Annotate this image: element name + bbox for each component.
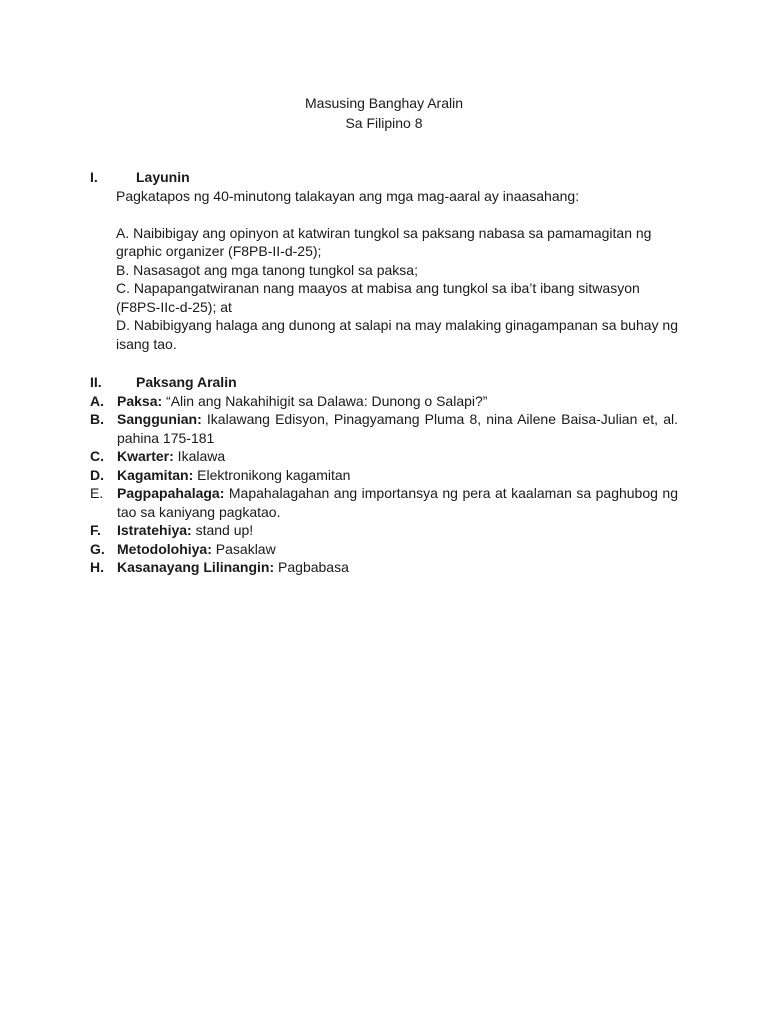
item-label: Kasanayang Lilinangin:	[117, 559, 275, 575]
document-subtitle: Sa Filipino 8	[345, 115, 423, 131]
item-value: Ikalawa	[173, 448, 226, 464]
item-value: Pagbabasa	[274, 559, 349, 575]
list-letter: D.	[90, 466, 104, 483]
objective-d: D. Nabibigyang halaga ang dunong at salapi na may malaking ginagampanan sa buhay ng isang tao.	[116, 317, 678, 352]
item-label: Kagamitan:	[117, 466, 194, 483]
section-number: II.	[90, 374, 102, 390]
list-letter: A.	[90, 392, 104, 409]
section-heading	[90, 168, 678, 187]
item-label: Sanggunian:	[117, 411, 202, 427]
item-value: Mapahalagahan ang importansya ng pera at kaalaman sa paghubog ng tao sa kaniyang pagkatao.	[117, 485, 678, 520]
section-paksang-aralin	[90, 373, 678, 577]
objective-a: A. Naibibigay ang opinyon at katwiran tungkol sa paksang nabasa sa pamamagitan ng graphic organizer (F8PB-II-d-25);	[116, 224, 652, 259]
section-number: I.	[90, 169, 98, 185]
item-label: Pagpapahalaga:	[117, 485, 225, 501]
item-label: Istratehiya:	[117, 522, 192, 538]
list-letter: F.	[90, 522, 101, 538]
section-layunin	[90, 168, 678, 353]
document-title: Masusing Banghay Aralin	[305, 95, 463, 111]
objective-c: C. Napapangatwiranan nang maayos at mabisa ang tungkol sa iba’t ibang sitwasyon (F8PS-IIc-d-25); at	[116, 280, 640, 315]
list-item-metodolohiya	[90, 540, 678, 559]
item-label: Metodolohiya:	[117, 540, 212, 557]
item-value: Pasaklaw	[211, 540, 276, 557]
item-value: Elektronikong kagamitan	[193, 466, 351, 483]
list-letter: H.	[90, 559, 104, 575]
list-item-kasanayan	[90, 558, 678, 577]
list-item-pagpapahalaga	[90, 484, 678, 521]
item-label: Paksa:	[117, 392, 163, 409]
item-value: Ikalawang Edisyon, Pinagyamang Pluma 8, nina Ailene Baisa-Julian et, al. pahina 175-181	[117, 411, 678, 446]
list-letter: E.	[90, 485, 104, 501]
list-item-kwarter	[90, 447, 678, 466]
section-title: Layunin	[136, 169, 190, 185]
list-letter: G.	[90, 540, 105, 557]
item-label: Kwarter:	[117, 448, 174, 464]
list-item-sanggunian	[90, 410, 678, 447]
list-letter: C.	[90, 448, 104, 464]
section-heading	[90, 373, 678, 392]
item-value: “Alin ang Nakahihigit sa Dalawa: Dunong o Salapi?”	[162, 392, 488, 409]
section-title: Paksang Aralin	[136, 374, 237, 390]
list-letter: B.	[90, 411, 104, 427]
list-item-istratehiya	[90, 521, 678, 540]
list-item-kagamitan	[90, 466, 678, 485]
section-intro: Pagkatapos ng 40-minutong talakayan ang mga mag-aaral ay inaasahang:	[116, 187, 580, 204]
document-header	[0, 93, 768, 133]
item-value: stand up!	[191, 522, 254, 538]
objective-b: B. Nasasagot ang mga tanong tungkol sa paksa;	[116, 261, 418, 278]
list-item-paksa	[90, 392, 678, 411]
